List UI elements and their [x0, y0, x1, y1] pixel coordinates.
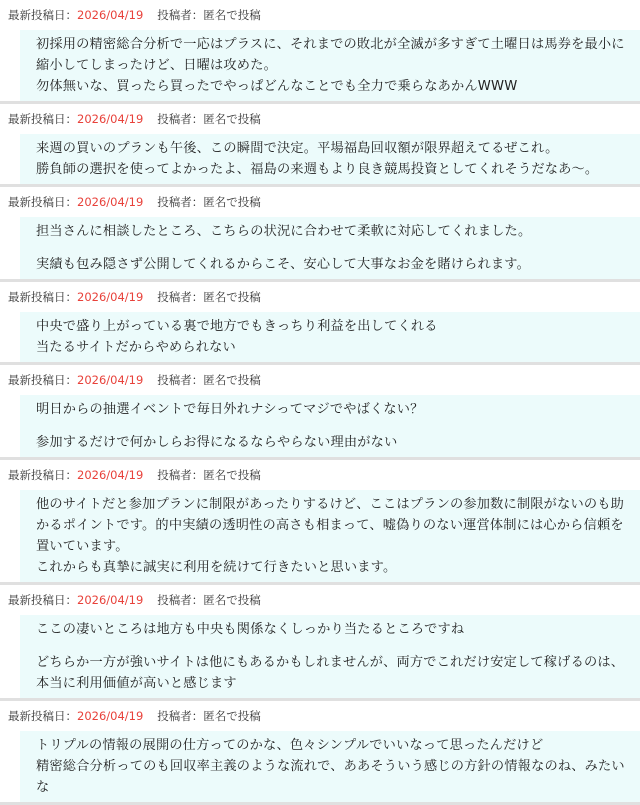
post-item — [0, 282, 640, 365]
post-paragraph: 中央で盛り上がっている裏で地方でもきっちり利益を出してくれる — [36, 319, 438, 334]
post-date: 2026/04/19 — [77, 195, 144, 209]
post-meta — [0, 460, 640, 490]
post-item — [0, 187, 640, 282]
post-paragraph: ここの凄いところは地方も中央も関係なくしっかり当たるところですね — [36, 622, 465, 637]
post-meta — [0, 104, 640, 134]
post-date: 2026/04/19 — [77, 373, 144, 387]
post-author-label: 投稿者： — [157, 468, 204, 482]
post-date: 2026/04/19 — [77, 593, 144, 607]
post-paragraph: 参加するだけで何かしらお得になるならやらない理由がない — [36, 435, 398, 450]
post-date-label: 最新投稿日： — [8, 8, 77, 22]
post-paragraph: これからも真摯に誠実に利用を続けて行きたいと思います。 — [36, 560, 397, 575]
post-date-label: 最新投稿日： — [8, 112, 77, 126]
post-meta — [0, 701, 640, 731]
post-author-label: 投稿者： — [157, 373, 204, 387]
post-author-label: 投稿者： — [157, 112, 204, 126]
post-author-name: 匿名で投稿 — [203, 290, 261, 304]
post-item — [0, 585, 640, 701]
post-body — [20, 217, 640, 279]
post-author-name: 匿名で投稿 — [203, 8, 261, 22]
post-date-label: 最新投稿日： — [8, 195, 77, 209]
post-body — [20, 490, 640, 582]
post-item — [0, 365, 640, 460]
post-author-name: 匿名で投稿 — [203, 373, 261, 387]
post-body — [20, 312, 640, 362]
post-paragraph: 明日からの抽選イベントで毎日外れナシってマジでやばくない？ — [36, 402, 424, 417]
post-paragraph: 担当さんに相談したところ、こちらの状況に合わせて柔軟に対応してくれました。 — [36, 224, 532, 239]
post-meta — [0, 585, 640, 615]
post-paragraph: 実績も包み隠さず公開してくれるからこそ、安心して大事なお金を賭けられます。 — [36, 257, 531, 272]
post-item — [0, 0, 640, 104]
post-date: 2026/04/19 — [77, 709, 144, 723]
post-body — [20, 615, 640, 698]
post-paragraph: 勝負師の選択を使ってよかったよ、福島の来週もより良き競馬投資としてくれそうだなあ〜。 — [36, 162, 599, 177]
post-date: 2026/04/19 — [77, 290, 144, 304]
post-item — [0, 701, 640, 805]
post-date-label: 最新投稿日： — [8, 373, 77, 387]
post-author-name: 匿名で投稿 — [203, 112, 261, 126]
post-date: 2026/04/19 — [77, 8, 144, 22]
post-paragraph: 来週の買いのプランも午後、この瞬間で決定。平場福島回収額が限界超えてるぜこれ。 — [36, 141, 559, 156]
post-paragraph: 他のサイトだと参加プランに制限があったりするけど、ここはプランの参加数に制限がないのも助かるポイントです。的中実績の透明性の高さも相まって、嘘偽りのない運営体制には心から信頼を置いています。 — [36, 497, 624, 554]
post-author-label: 投稿者： — [157, 593, 204, 607]
post-meta — [0, 282, 640, 312]
post-paragraph: トリプルの情報の展開の仕方ってのかな、色々シンプルでいいなって思ったんだけど — [36, 738, 544, 753]
post-body — [20, 395, 640, 457]
post-body — [20, 30, 640, 101]
post-date-label: 最新投稿日： — [8, 593, 77, 607]
post-date-label: 最新投稿日： — [8, 290, 77, 304]
post-meta — [0, 365, 640, 395]
post-author-label: 投稿者： — [157, 8, 204, 22]
post-body — [20, 731, 640, 802]
post-paragraph: 勿体無いな、買ったら買ったでやっぱどんなことでも全力で乗らなあかんWWW — [36, 79, 518, 94]
post-date: 2026/04/19 — [77, 468, 144, 482]
post-date-label: 最新投稿日： — [8, 468, 77, 482]
post-item — [0, 104, 640, 187]
post-paragraph: 初採用の精密総合分析で一応はプラスに、それまでの敗北が全滅が多すぎて土曜日は馬券を最小に縮小してしまったけど、日曜は攻めた。 — [36, 37, 625, 73]
post-author-label: 投稿者： — [157, 709, 204, 723]
post-author-label: 投稿者： — [157, 290, 204, 304]
post-body — [20, 134, 640, 184]
post-paragraph: 精密総合分析ってのも回収率主義のような流れで、ああそういう感じの方針の情報なのね、みたいな — [36, 759, 625, 795]
post-date: 2026/04/19 — [77, 112, 144, 126]
post-item — [0, 460, 640, 585]
post-author-label: 投稿者： — [157, 195, 204, 209]
post-author-name: 匿名で投稿 — [203, 709, 261, 723]
post-paragraph: どちらか一方が強いサイトは他にもあるかもしれませんが、両方でこれだけ安定して稼げるのは、本当に利用価値が高いと感じます — [36, 655, 625, 691]
post-meta — [0, 187, 640, 217]
post-author-name: 匿名で投稿 — [203, 468, 261, 482]
post-date-label: 最新投稿日： — [8, 709, 77, 723]
post-author-name: 匿名で投稿 — [203, 195, 261, 209]
post-paragraph: 当たるサイトだからやめられない — [36, 340, 236, 355]
post-author-name: 匿名で投稿 — [203, 593, 261, 607]
post-meta — [0, 0, 640, 30]
